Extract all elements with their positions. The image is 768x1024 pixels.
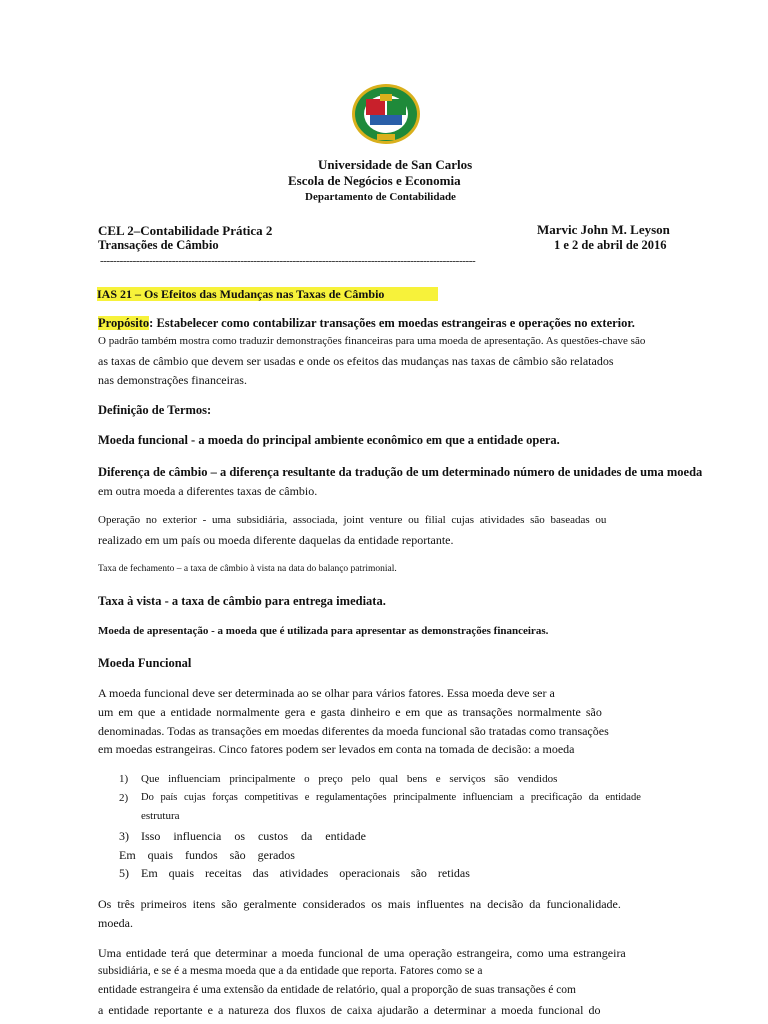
course-topic: Transações de Câmbio: [98, 238, 219, 252]
def-spot-rate: Taxa à vista - a taxa de câmbio para entrega imediata.: [98, 594, 386, 608]
department-name: Departamento de Contabilidade: [305, 191, 456, 203]
purpose-label: Propósito: [98, 316, 150, 330]
list-item-1-number: 1): [119, 773, 129, 785]
list-item-1: [141, 773, 583, 785]
def-exchange-difference-1: Diferença de câmbio – a diferença resultante da tradução de um determinado número de unidades de uma moeda: [98, 465, 703, 479]
lecture-date: 1 e 2 de abril de 2016: [554, 238, 667, 252]
def-presentation-currency: Moeda de apresentação - a moeda que é utilizada para apresentar as demonstrações financeiras.: [98, 625, 549, 637]
purpose-line: [98, 316, 635, 331]
definitions-heading: Definição de Termos:: [98, 403, 212, 417]
def-closing-rate: Taxa de fechamento – a taxa de câmbio à vista na data do balanço patrimonial.: [98, 564, 397, 574]
school-name: Escola de Negócios e Economia: [288, 173, 461, 188]
list-item-2-number: 2): [119, 792, 129, 804]
functional-p1-line2: um em que a entidade normalmente gera e gasta dinheiro e em que as transações normalmente são: [98, 705, 602, 719]
functional-p1-line3: denominadas. Todas as transações em moedas diferentes da moeda funcional são tratadas como transações: [98, 724, 609, 738]
list-item-3-number: 3): [119, 829, 129, 843]
list-item-3-text: Isso influencia os custos da entidade: [141, 829, 366, 843]
functional-p1-line4: em moedas estrangeiras. Cinco fatores podem ser levados em conta na tomada de decisão: a moeda: [98, 742, 575, 756]
functional-p3-line1: Uma entidade terá que determinar a moeda funcional de uma operação estrangeira, como uma estrangeira: [98, 946, 626, 960]
divider-line: -------------------------------------------------------------------------------------------------------------------: [100, 255, 476, 267]
purpose-desc-3: nas demonstrações financeiras.: [98, 373, 247, 387]
list-item-5-number: 5): [119, 866, 129, 880]
purpose-desc-2: as taxas de câmbio que devem ser usadas e onde os efeitos das mudanças nas taxas de câmbio são relatados: [98, 354, 614, 368]
purpose-text: : Estabelecer como contabilizar transações em moedas estrangeiras e operações no exterior.: [149, 316, 635, 330]
functional-currency-heading: Moeda Funcional: [98, 656, 192, 670]
list-item-4-text: Em quais fundos são gerados: [119, 848, 295, 862]
def-foreign-operation-2: realizado em um país ou moeda diferente daquelas da entidade reportante.: [98, 533, 454, 547]
list-item-5-text: Em quais receitas das atividades operacionais são retidas: [141, 866, 470, 880]
purpose-desc-1: O padrão também mostra como traduzir demonstrações financeiras para uma moeda de apresentação. As questões-chave são: [98, 335, 646, 347]
def-functional-currency: Moeda funcional - a moeda do principal ambiente econômico em que a entidade opera.: [98, 433, 560, 447]
list-item-1-text: Que influenciam principalmente o preço pelo qual bens e serviços são vendidos: [141, 773, 558, 785]
university-seal-logo: [350, 82, 422, 146]
functional-p1-line1: A moeda funcional deve ser determinada ao se olhar para vários fatores. Essa moeda deve ser a: [98, 686, 555, 700]
course-code-title: CEL 2–Contabilidade Prática 2: [98, 223, 273, 238]
functional-p2-line2: moeda.: [98, 916, 133, 930]
functional-p3-line4: a entidade reportante e a natureza dos fluxos de caixa ajudarão a determinar a moeda funcional do: [98, 1003, 601, 1017]
functional-p3-line2: subsidiária, e se é a mesma moeda que a da entidade que reporta. Fatores como se a: [98, 965, 483, 977]
list-item-2-continuation: estrutura: [141, 810, 180, 822]
def-foreign-operation-1: Operação no exterior - uma subsidiária, associada, joint venture ou filial cujas atividades são baseadas ou: [98, 514, 607, 526]
list-item-2-text: Do país cujas forças competitivas e regulamentações principalmente influenciam a precificação da entidade: [141, 792, 641, 803]
functional-p3-line3: entidade estrangeira é uma extensão da entidade de relatório, qual a proporção de suas transações é com: [98, 984, 576, 996]
def-exchange-difference-2: em outra moeda a diferentes taxas de câmbio.: [98, 484, 318, 498]
author-name: Marvic John M. Leyson: [537, 222, 670, 237]
university-name: Universidade de San Carlos: [318, 157, 473, 172]
document-title: IAS 21 – Os Efeitos das Mudanças nas Taxas de Câmbio: [97, 287, 438, 301]
functional-p2-line1: Os três primeiros itens são geralmente considerados os mais influentes na decisão da funcionalidade.: [98, 897, 621, 911]
